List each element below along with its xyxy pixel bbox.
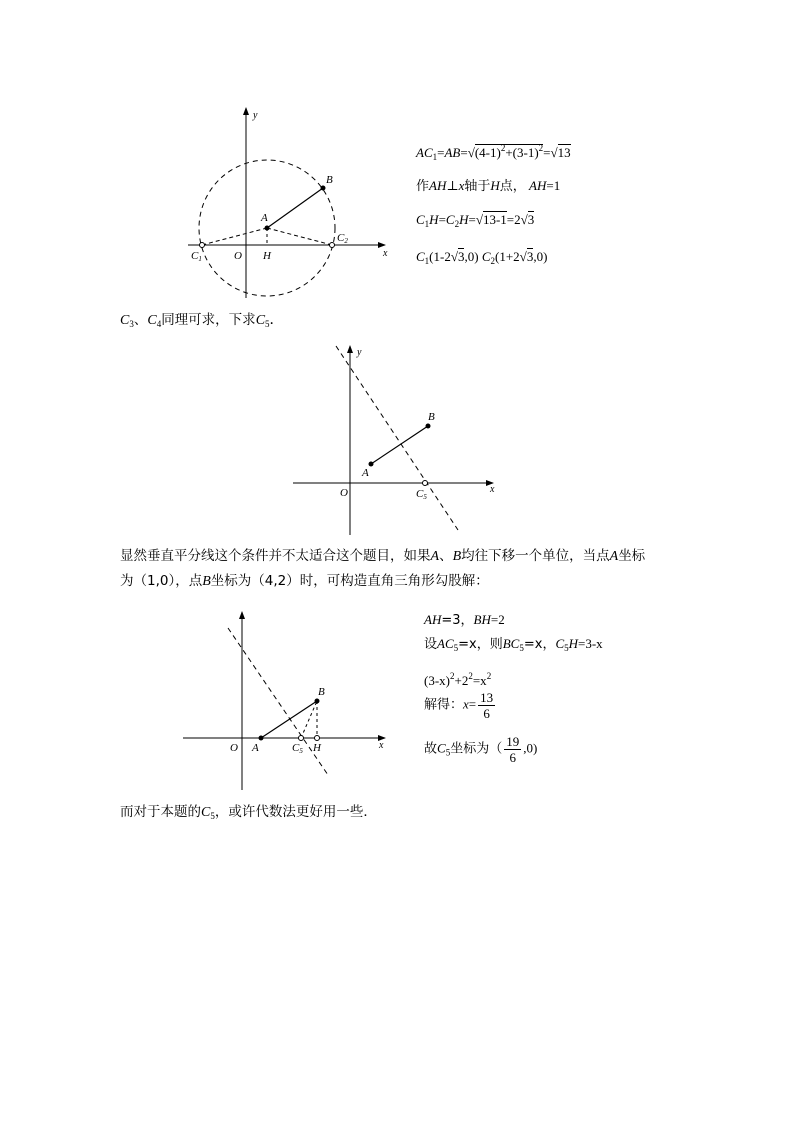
label-c1: C1 (191, 250, 202, 263)
label-o: O (340, 487, 348, 499)
fraction-19-6: $\frac{19}{6}$ (506, 734, 520, 765)
label-o: O (234, 250, 242, 262)
equation-assume: 设$AC_5=x$，则$BC_5=x$，$C_5H=3-x$ (424, 636, 603, 653)
point-c5 (423, 481, 428, 486)
segment-ac1 (202, 228, 267, 245)
label-b: B (326, 174, 333, 186)
label-o: O (230, 742, 238, 754)
point-b (321, 186, 326, 191)
label-c5: C5 (416, 488, 427, 501)
equation-c5-coords: 故$C_5$坐标为（ $\frac{19}{6}$ ,0) (424, 734, 538, 765)
point-a (369, 462, 374, 467)
point-a (259, 736, 264, 741)
perpendicular-bisector (336, 346, 458, 530)
equation-c1h: $C_1H=C_2H=√13-1=2√3$ (416, 212, 535, 229)
equation-solve-x: 解得：x= $\frac{13}{6}$ (424, 690, 494, 721)
segment-ac2 (267, 228, 332, 245)
label-x: x (383, 248, 388, 259)
figure-right-triangle (180, 610, 395, 795)
paragraph-line-1: 显然垂直平分线这个条件并不太适合这个题目，如果A、B均往下移一个单位，当点A坐标 (120, 548, 646, 564)
label-c5: C5 (292, 742, 303, 755)
equation-c1-c2-coords: $C_1(1-2√3,0)$ $C_2(1+2√3,0)$ (416, 249, 548, 266)
label-x: x (490, 484, 495, 495)
label-y: y (253, 110, 258, 121)
figure-circle-construction (180, 100, 400, 305)
paragraph-conclusion: 而对于本题的$C_5$，或许代数法更好用一些． (120, 804, 377, 821)
label-c2: C2 (337, 232, 348, 245)
point-b (315, 699, 320, 704)
point-h (315, 736, 320, 741)
label-h: H (313, 742, 321, 754)
paragraph-shift-explanation (120, 544, 645, 594)
equation-pythagoras: $(3-x)^2+2^2=x^2$ (424, 671, 492, 688)
label-b: B (318, 686, 325, 698)
label-b: B (428, 411, 435, 423)
equation-ah: 作AH⊥x轴于H点， AH=1 (416, 178, 561, 194)
label-y: y (357, 347, 362, 358)
point-c1 (200, 243, 205, 248)
point-a (265, 226, 270, 231)
paragraph-c3-c4: $C_3$、$C_4$同理可求，下求$C_5$． (120, 312, 284, 329)
label-a: A (362, 467, 369, 479)
point-b (426, 424, 431, 429)
label-a: A (261, 212, 268, 224)
figure-perpendicular-bisector (288, 340, 503, 540)
label-a: A (252, 742, 259, 754)
paragraph-line-2: 为（1,0），点B坐标为（4,2）时，可构造直角三角形勾股解： (120, 573, 489, 589)
segment-ab (267, 188, 323, 228)
fraction-13-6: $\frac{13}{6}$ (480, 690, 494, 721)
label-x: x (379, 740, 384, 751)
point-c2 (330, 243, 335, 248)
equation-ah-bh: AH=3，BH=2 (424, 612, 505, 628)
point-c5 (299, 736, 304, 741)
label-h: H (263, 250, 271, 262)
equation-ac1: $AC_1=AB=√(4-1)^2+(3-1)^2=√13$ (416, 143, 571, 162)
segment-ab (371, 426, 428, 464)
